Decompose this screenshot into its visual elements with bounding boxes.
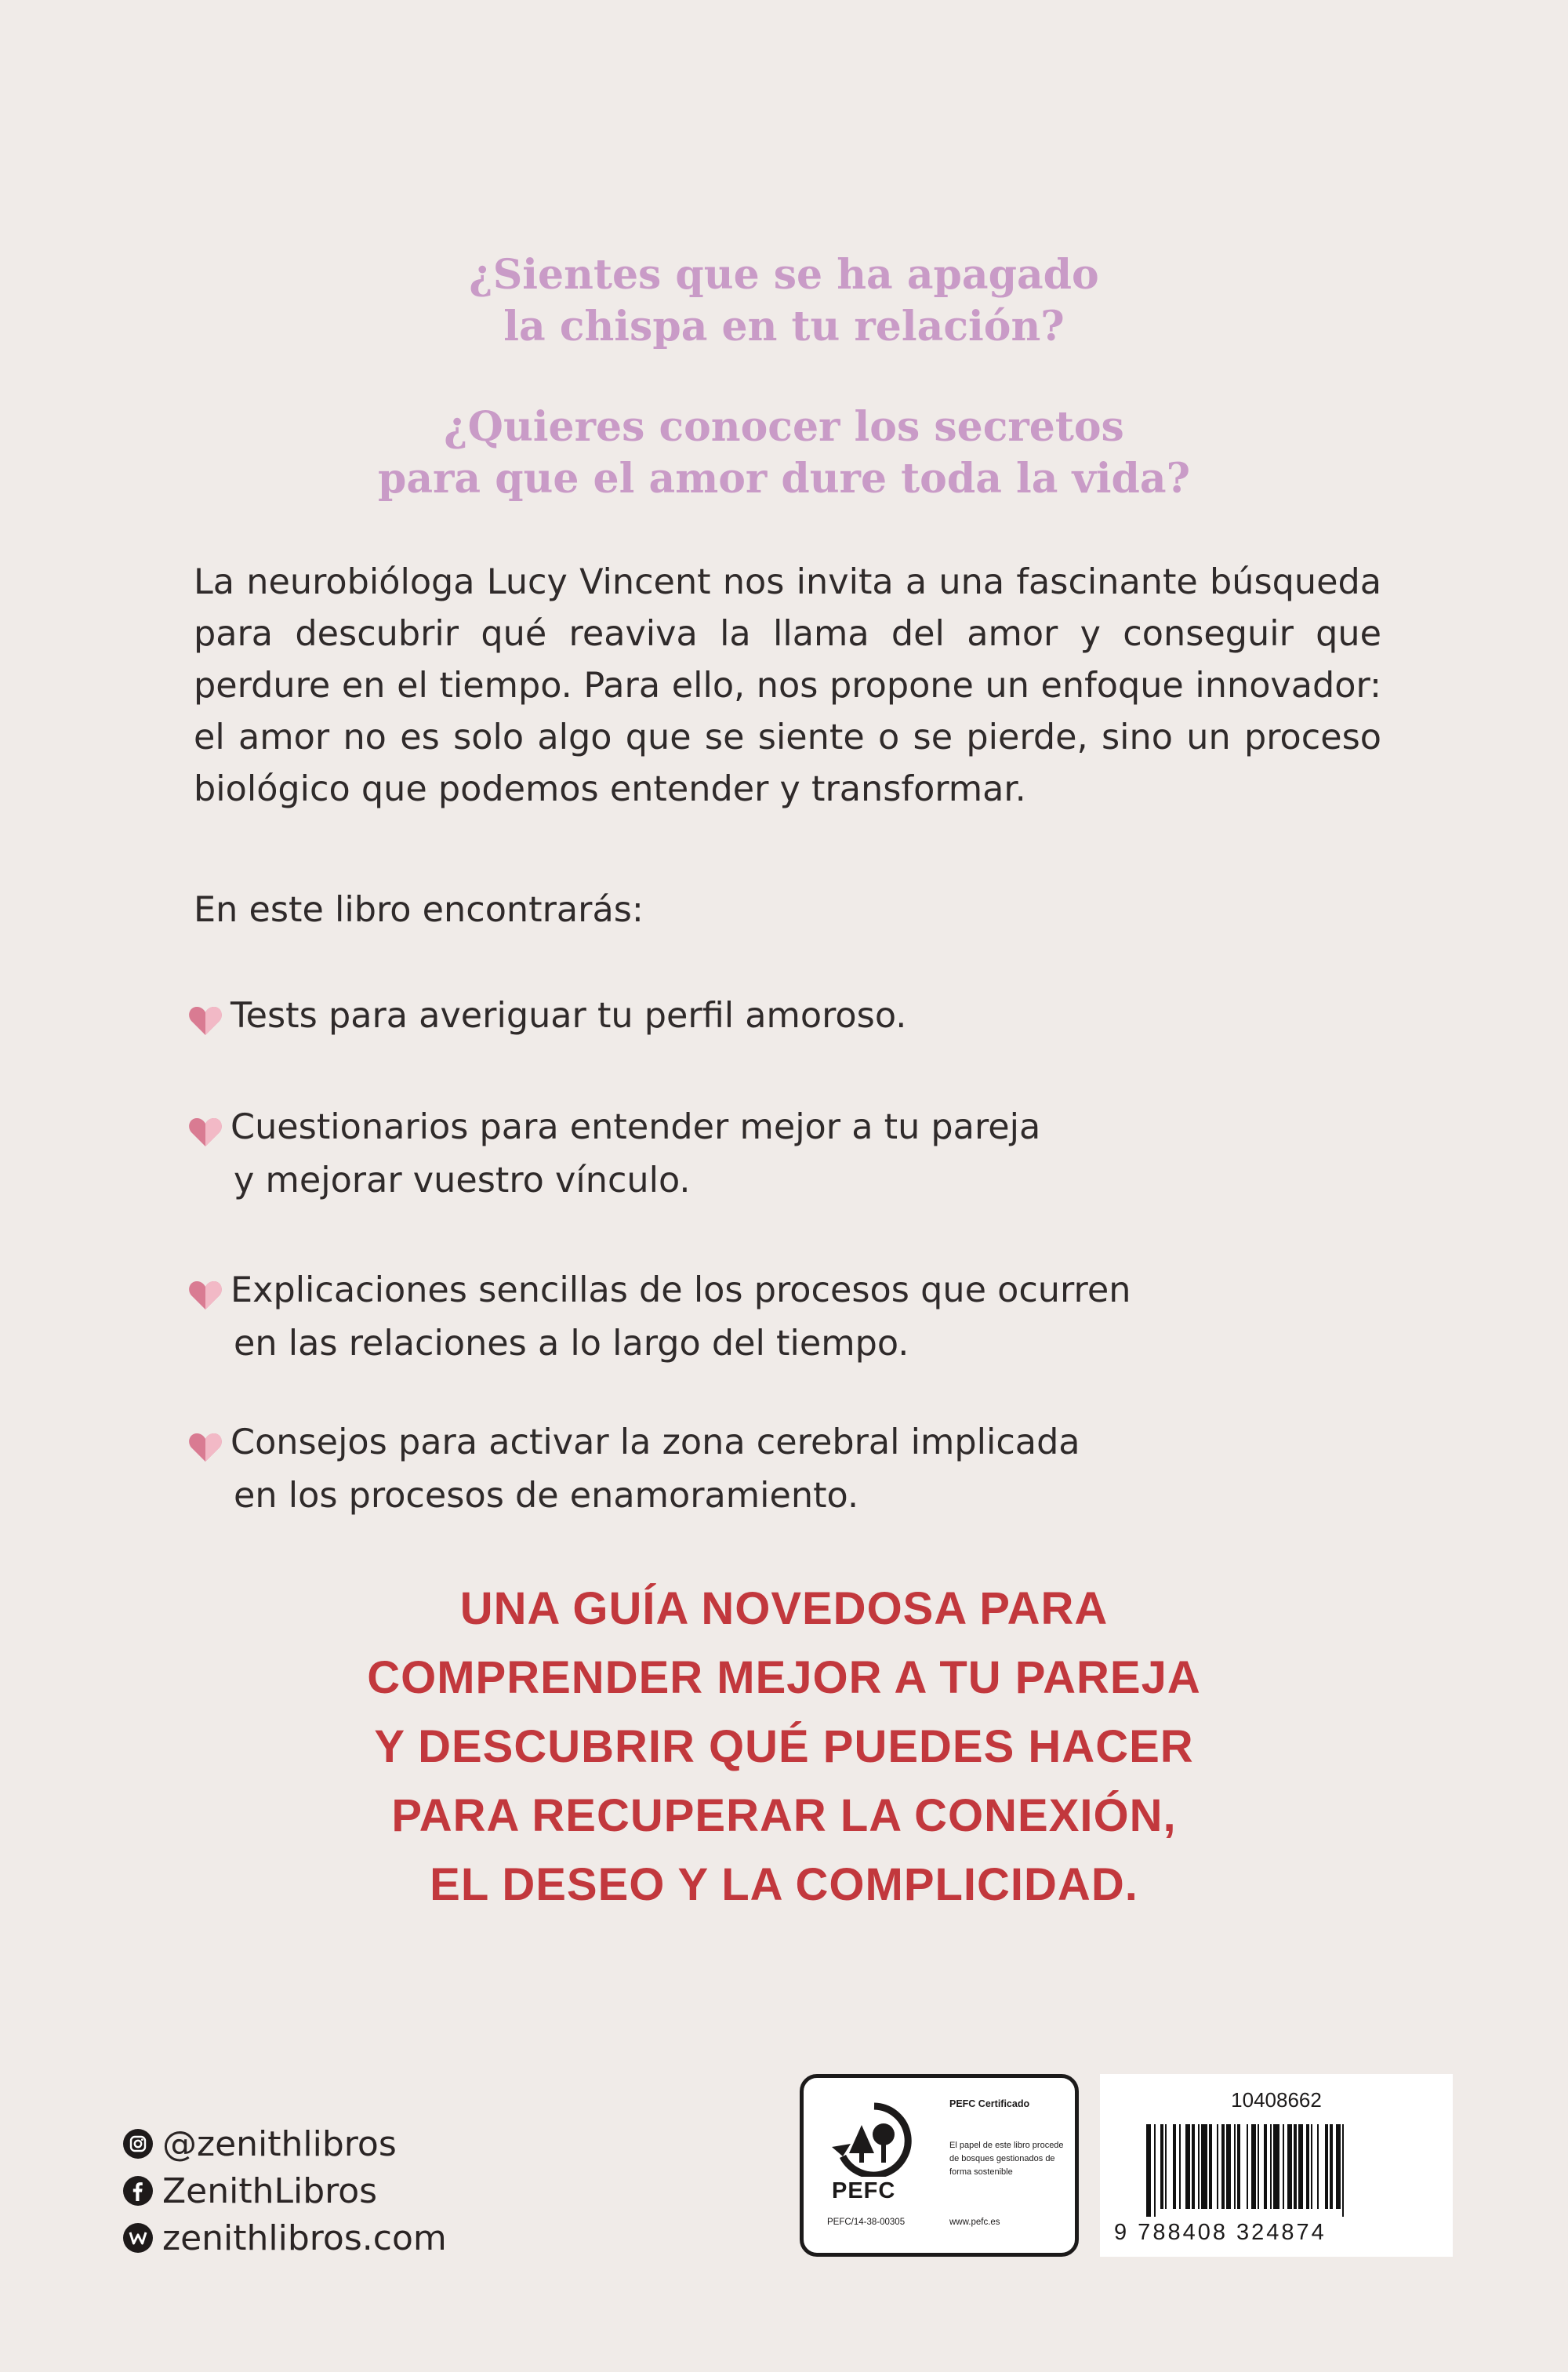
pefc-description: El papel de este libro procede de bosques gestionados de forma sostenible: [949, 2141, 1064, 2177]
pefc-certification: [800, 2074, 1079, 2257]
intro-paragraph: La neurobióloga Lucy Vincent nos invita a una fascinante búsqueda para descubrir qué reaviva la llama del amor y conseguir que perdure en el tiempo. Para ello, nos propone un enfoque innovador: el amor no es solo algo que se siente o se pierde, sino un proceso biológico que podemos entender y transformar.: [194, 562, 1381, 809]
barcode-bar: [1173, 2124, 1176, 2209]
heart-icon: [188, 1432, 223, 1463]
list-item: [188, 1416, 1080, 1523]
heart-icon: [188, 1280, 223, 1311]
product-code: 10408662: [1231, 2088, 1322, 2112]
bullet-text-continued: en las relaciones a lo largo del tiempo.: [234, 1324, 909, 1364]
bullet-text: Explicaciones sencillas de los procesos que ocurren: [230, 1270, 1131, 1310]
bullet-text: Tests para averiguar tu perfil amoroso.: [230, 996, 907, 1036]
bullet-text: Cuestionarios para entender mejor a tu pareja: [230, 1107, 1041, 1147]
question-line: ¿Sientes que se ha apagado: [469, 251, 1099, 299]
facebook-icon: [123, 2176, 153, 2206]
heart-icon: [188, 1005, 223, 1037]
barcode-bar: [1287, 2124, 1292, 2209]
heart-icon: [188, 1117, 223, 1148]
barcode-bar: [1154, 2124, 1156, 2217]
social-links: [123, 2120, 447, 2261]
pefc-code: PEFC/14-38-00305: [827, 2218, 906, 2227]
headline-line: Y DESCUBRIR QUÉ PUEDES HACER: [374, 1721, 1194, 1772]
pefc-url: www.pefc.es: [949, 2218, 1000, 2227]
barcode-bar: [1201, 2124, 1207, 2209]
question-line: ¿Quieres conocer los secretos: [444, 403, 1124, 451]
instagram-handle: @zenithlibros: [162, 2123, 397, 2164]
facebook-handle: ZenithLibros: [162, 2170, 378, 2211]
barcode-bar: [1179, 2124, 1181, 2209]
question-line: para que el amor dure toda la vida?: [377, 455, 1191, 503]
barcode-bar: [1247, 2124, 1248, 2209]
opening-questions: [0, 249, 1568, 505]
barcode-bar: [1237, 2124, 1240, 2209]
barcode-bar: [1217, 2124, 1218, 2209]
barcode-bar: [1185, 2124, 1190, 2209]
list-item: [188, 1101, 1040, 1208]
facebook-link[interactable]: [123, 2167, 447, 2214]
web-link[interactable]: [123, 2214, 447, 2261]
headline-line: EL DESEO Y LA COMPLICIDAD.: [430, 1859, 1138, 1910]
barcode-bar: [1294, 2124, 1297, 2209]
barcode-bar: [1146, 2124, 1151, 2217]
headline-line: UNA GUÍA NOVEDOSA PARA: [459, 1583, 1109, 1634]
question-1: [0, 249, 1568, 353]
barcode-bar: [1198, 2124, 1200, 2209]
barcode-bar: [1221, 2124, 1225, 2209]
barcode-bar: [1226, 2124, 1231, 2209]
web-icon: [123, 2223, 153, 2253]
bullet-text: Consejos para activar la zona cerebral implicada: [230, 1422, 1080, 1462]
barcode-bar: [1317, 2124, 1319, 2209]
barcode-bar: [1298, 2124, 1303, 2209]
instagram-link[interactable]: [123, 2120, 447, 2167]
barcode-bar: [1342, 2124, 1344, 2217]
pefc-logo-icon: [827, 2101, 921, 2177]
question-2: [0, 401, 1568, 505]
barcode-bar: [1209, 2124, 1212, 2209]
bullet-text-continued: en los procesos de enamoramiento.: [234, 1476, 859, 1516]
headline-line: PARA RECUPERAR LA CONEXIÓN,: [391, 1790, 1177, 1841]
bullets-lead: En este libro encontrarás:: [194, 890, 644, 930]
barcode-bar: [1192, 2124, 1195, 2209]
barcode-bar: [1264, 2124, 1267, 2209]
list-item: [188, 1264, 1131, 1371]
barcode-bar: [1251, 2124, 1256, 2209]
barcode-block: [1100, 2074, 1453, 2257]
list-item: [188, 990, 906, 1043]
barcode-bar: [1258, 2124, 1259, 2209]
barcode: [1143, 2124, 1417, 2217]
barcode-bar: [1165, 2124, 1167, 2209]
barcode-bar: [1325, 2124, 1328, 2209]
barcode-bar: [1234, 2124, 1236, 2209]
barcode-bar: [1306, 2124, 1309, 2209]
pefc-brand: PEFC: [832, 2178, 896, 2203]
question-line: la chispa en tu relación?: [503, 303, 1065, 351]
barcode-bar: [1336, 2124, 1341, 2209]
headline-line: COMPRENDER MEJOR A TU PAREJA: [367, 1652, 1201, 1703]
barcode-bar: [1160, 2124, 1163, 2209]
instagram-icon: [123, 2129, 153, 2159]
barcode-bar: [1311, 2124, 1312, 2209]
barcode-bar: [1270, 2124, 1272, 2209]
pefc-title: PEFC Certificado: [949, 2098, 1030, 2109]
bullet-text-continued: y mejorar vuestro vínculo.: [234, 1161, 691, 1201]
website-url: zenithlibros.com: [162, 2218, 447, 2258]
isbn-digits: 9 788408 324874: [1114, 2220, 1327, 2245]
headline: [0, 1575, 1568, 1920]
barcode-bar: [1273, 2124, 1279, 2209]
barcode-bar: [1330, 2124, 1333, 2209]
barcode-bar: [1283, 2124, 1284, 2209]
